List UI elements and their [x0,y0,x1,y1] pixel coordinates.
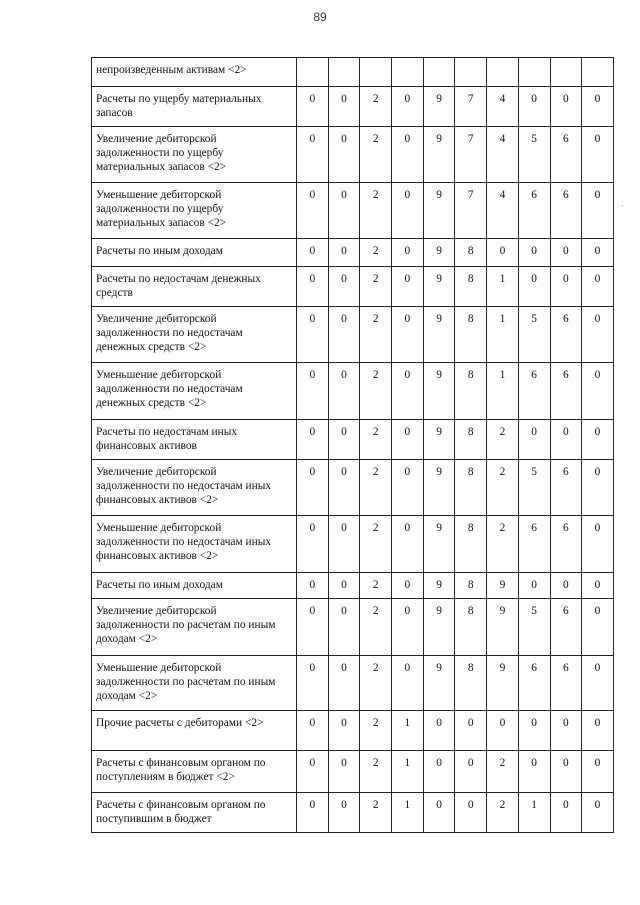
code-digit-cell: 0 [582,516,614,573]
code-digit-cell: 0 [423,711,455,751]
account-name-cell: Уменьшение дебиторской задолженности по недостачам иных финансовых активов <2> [92,516,297,573]
code-digit-cell: 6 [550,656,582,711]
code-digit-cell: 0 [392,239,424,267]
code-digit-cell: 5 [518,307,550,363]
code-digit-cell: 9 [423,420,455,460]
code-digit-cell: 5 [518,127,550,183]
code-digit-cell: 0 [582,573,614,599]
code-digit-cell: 9 [487,656,519,711]
code-digit-cell: 7 [455,87,487,127]
code-digit-cell: 9 [423,183,455,239]
code-digit-cell [487,58,519,87]
code-digit-cell: 6 [518,363,550,420]
table-row [92,751,614,793]
code-digit-cell: 0 [297,87,329,127]
code-digit-cell: 2 [360,711,392,751]
table-row [92,599,614,656]
code-digit-cell: 6 [518,516,550,573]
account-name-cell: непроизведенным активам <2> [92,58,297,87]
code-digit-cell: 1 [518,793,550,833]
code-digit-cell: 0 [455,751,487,793]
code-digit-cell: 8 [455,599,487,656]
code-digit-cell: 0 [328,127,360,183]
code-digit-cell: 2 [487,420,519,460]
code-digit-cell: 2 [360,183,392,239]
code-digit-cell: 2 [360,460,392,516]
code-digit-cell: 0 [582,711,614,751]
code-digit-cell: 0 [297,267,329,307]
code-digit-cell: 0 [582,239,614,267]
code-digit-cell: 0 [550,420,582,460]
code-digit-cell: 0 [297,793,329,833]
code-digit-cell: 8 [455,656,487,711]
code-digit-cell: 8 [455,239,487,267]
code-digit-cell [518,58,550,87]
code-digit-cell: 0 [297,363,329,420]
account-name-cell: Расчеты по недостачам денежных средств [92,267,297,307]
code-digit-cell: 2 [360,239,392,267]
code-digit-cell: 0 [582,87,614,127]
code-digit-cell [297,58,329,87]
code-digit-cell: 0 [550,87,582,127]
code-digit-cell: 9 [423,599,455,656]
code-digit-cell: 0 [392,599,424,656]
code-digit-cell: 0 [297,751,329,793]
code-digit-cell: 9 [423,267,455,307]
code-digit-cell: 4 [487,127,519,183]
code-digit-cell: 6 [518,183,550,239]
code-digit-cell: 0 [392,460,424,516]
account-name-cell: Уменьшение дебиторской задолженности по расчетам по иным доходам <2> [92,656,297,711]
code-digit-cell: 0 [518,420,550,460]
table-row [92,87,614,127]
code-digit-cell: 0 [328,267,360,307]
code-digit-cell: 0 [518,711,550,751]
code-digit-cell: 5 [518,460,550,516]
code-digit-cell: 0 [328,420,360,460]
account-name-cell: Прочие расчеты с дебиторами <2> [92,711,297,751]
code-digit-cell: 0 [455,793,487,833]
code-digit-cell: 8 [455,573,487,599]
code-digit-cell: 4 [487,183,519,239]
account-name-cell: Расчеты по недостачам иных финансовых активов [92,420,297,460]
table-row [92,516,614,573]
code-digit-cell: 9 [423,573,455,599]
code-digit-cell: 0 [297,420,329,460]
code-digit-cell: 0 [297,239,329,267]
code-digit-cell [360,58,392,87]
code-digit-cell: 0 [297,307,329,363]
code-digit-cell: 0 [518,751,550,793]
code-digit-cell [455,58,487,87]
code-digit-cell: 1 [487,267,519,307]
code-digit-cell: 6 [550,127,582,183]
page-number: 89 [313,10,327,24]
code-digit-cell: 0 [550,267,582,307]
code-digit-cell: 0 [582,656,614,711]
code-digit-cell: 9 [487,599,519,656]
code-digit-cell: 2 [487,751,519,793]
code-digit-cell: 0 [328,516,360,573]
code-digit-cell: 0 [392,127,424,183]
code-digit-cell: 6 [550,183,582,239]
code-digit-cell: 2 [360,363,392,420]
code-digit-cell: 0 [392,420,424,460]
code-digit-cell: 2 [360,751,392,793]
code-digit-cell: 0 [392,656,424,711]
table-row [92,793,614,833]
code-digit-cell [550,58,582,87]
code-digit-cell: 0 [582,307,614,363]
code-digit-cell: 9 [423,656,455,711]
account-name-cell: Расчеты с финансовым органом по поступлениям в бюджет <2> [92,751,297,793]
table-row [92,573,614,599]
code-digit-cell: 6 [550,516,582,573]
account-name-cell: Увеличение дебиторской задолженности по недостачам иных финансовых активов <2> [92,460,297,516]
code-digit-cell: 0 [328,711,360,751]
code-digit-cell: 0 [297,183,329,239]
code-digit-cell: 2 [360,516,392,573]
code-digit-cell: 2 [487,516,519,573]
account-codes-table [91,57,614,833]
code-digit-cell: 0 [328,460,360,516]
table-row [92,127,614,183]
code-digit-cell: 0 [455,711,487,751]
code-digit-cell: 0 [550,793,582,833]
code-digit-cell: 8 [455,307,487,363]
account-name-cell: Уменьшение дебиторской задолженности по ущербу материальных запасов <2> [92,183,297,239]
code-digit-cell: 6 [550,307,582,363]
code-digit-cell: 0 [582,363,614,420]
code-digit-cell: 0 [328,363,360,420]
code-digit-cell: 2 [487,793,519,833]
account-name-cell: Уменьшение дебиторской задолженности по недостачам денежных средств <2> [92,363,297,420]
code-digit-cell: 9 [487,573,519,599]
code-digit-cell: 2 [360,420,392,460]
code-digit-cell: 0 [328,87,360,127]
code-digit-cell: 0 [487,711,519,751]
code-digit-cell: 4 [487,87,519,127]
table-row [92,363,614,420]
code-digit-cell: 0 [582,599,614,656]
code-digit-cell: 6 [550,599,582,656]
code-digit-cell: 8 [455,460,487,516]
code-digit-cell: 0 [550,573,582,599]
account-name-cell: Увеличение дебиторской задолженности по расчетам по иным доходам <2> [92,599,297,656]
code-digit-cell: 0 [392,183,424,239]
code-digit-cell: 0 [582,267,614,307]
code-digit-cell: 0 [328,751,360,793]
code-digit-cell: 9 [423,307,455,363]
code-digit-cell: 0 [392,516,424,573]
code-digit-cell: 8 [455,267,487,307]
code-digit-cell: 0 [328,599,360,656]
code-digit-cell: 2 [360,656,392,711]
code-digit-cell [392,58,424,87]
code-digit-cell: 9 [423,87,455,127]
code-digit-cell: 1 [392,793,424,833]
code-digit-cell: 8 [455,420,487,460]
code-digit-cell: 9 [423,127,455,183]
code-digit-cell: 0 [582,460,614,516]
table-row [92,420,614,460]
table-row [92,711,614,751]
code-digit-cell: 2 [360,307,392,363]
code-digit-cell: 0 [582,793,614,833]
table-row [92,58,614,87]
table-row [92,307,614,363]
code-digit-cell: 8 [455,516,487,573]
code-digit-cell: 2 [360,267,392,307]
code-digit-cell: 8 [455,363,487,420]
scan-speck [622,205,623,206]
table-row [92,267,614,307]
code-digit-cell: 6 [550,363,582,420]
code-digit-cell: 0 [392,573,424,599]
account-name-cell: Увеличение дебиторской задолженности по недостачам денежных средств <2> [92,307,297,363]
code-digit-cell: 6 [550,460,582,516]
code-digit-cell: 0 [328,239,360,267]
code-digit-cell: 2 [360,793,392,833]
code-digit-cell: 2 [360,127,392,183]
code-digit-cell: 0 [392,363,424,420]
code-digit-cell [582,58,614,87]
code-digit-cell: 0 [518,267,550,307]
code-digit-cell: 0 [328,307,360,363]
code-digit-cell: 0 [297,516,329,573]
code-digit-cell: 0 [297,711,329,751]
code-digit-cell: 0 [297,460,329,516]
code-digit-cell: 0 [582,127,614,183]
account-name-cell: Расчеты по иным доходам [92,573,297,599]
table-row [92,239,614,267]
code-digit-cell: 6 [518,656,550,711]
code-digit-cell: 1 [487,363,519,420]
code-digit-cell: 9 [423,460,455,516]
code-digit-cell: 0 [328,793,360,833]
code-digit-cell: 2 [360,573,392,599]
code-digit-cell: 0 [297,573,329,599]
code-digit-cell: 9 [423,363,455,420]
code-digit-cell: 0 [328,573,360,599]
code-digit-cell: 0 [392,87,424,127]
code-digit-cell: 7 [455,127,487,183]
code-digit-cell: 0 [487,239,519,267]
code-digit-cell: 0 [550,751,582,793]
code-digit-cell: 0 [297,599,329,656]
table-row [92,656,614,711]
account-name-cell: Расчеты по ущербу материальных запасов [92,87,297,127]
code-digit-cell: 0 [582,751,614,793]
code-digit-cell: 0 [423,751,455,793]
table-row [92,183,614,239]
code-digit-cell: 2 [360,87,392,127]
code-digit-cell: 0 [423,793,455,833]
code-digit-cell: 0 [392,307,424,363]
code-digit-cell: 0 [392,267,424,307]
account-name-cell: Расчеты с финансовым органом по поступившим в бюджет [92,793,297,833]
code-digit-cell: 7 [455,183,487,239]
account-name-cell: Увеличение дебиторской задолженности по ущербу материальных запасов <2> [92,127,297,183]
code-digit-cell: 0 [297,656,329,711]
code-digit-cell: 1 [392,711,424,751]
code-digit-cell: 0 [297,127,329,183]
code-digit-cell: 0 [518,87,550,127]
code-digit-cell: 5 [518,599,550,656]
code-digit-cell [328,58,360,87]
code-digit-cell: 2 [360,599,392,656]
code-digit-cell: 1 [392,751,424,793]
code-digit-cell: 0 [518,239,550,267]
code-digit-cell: 0 [518,573,550,599]
code-digit-cell: 0 [328,183,360,239]
table-row [92,460,614,516]
code-digit-cell: 0 [582,420,614,460]
code-digit-cell: 2 [487,460,519,516]
table-body [92,58,614,833]
code-digit-cell: 1 [487,307,519,363]
code-digit-cell: 0 [328,656,360,711]
code-digit-cell [423,58,455,87]
code-digit-cell: 0 [550,711,582,751]
account-name-cell: Расчеты по иным доходам [92,239,297,267]
code-digit-cell: 9 [423,239,455,267]
code-digit-cell: 0 [582,183,614,239]
code-digit-cell: 9 [423,516,455,573]
code-digit-cell: 0 [550,239,582,267]
